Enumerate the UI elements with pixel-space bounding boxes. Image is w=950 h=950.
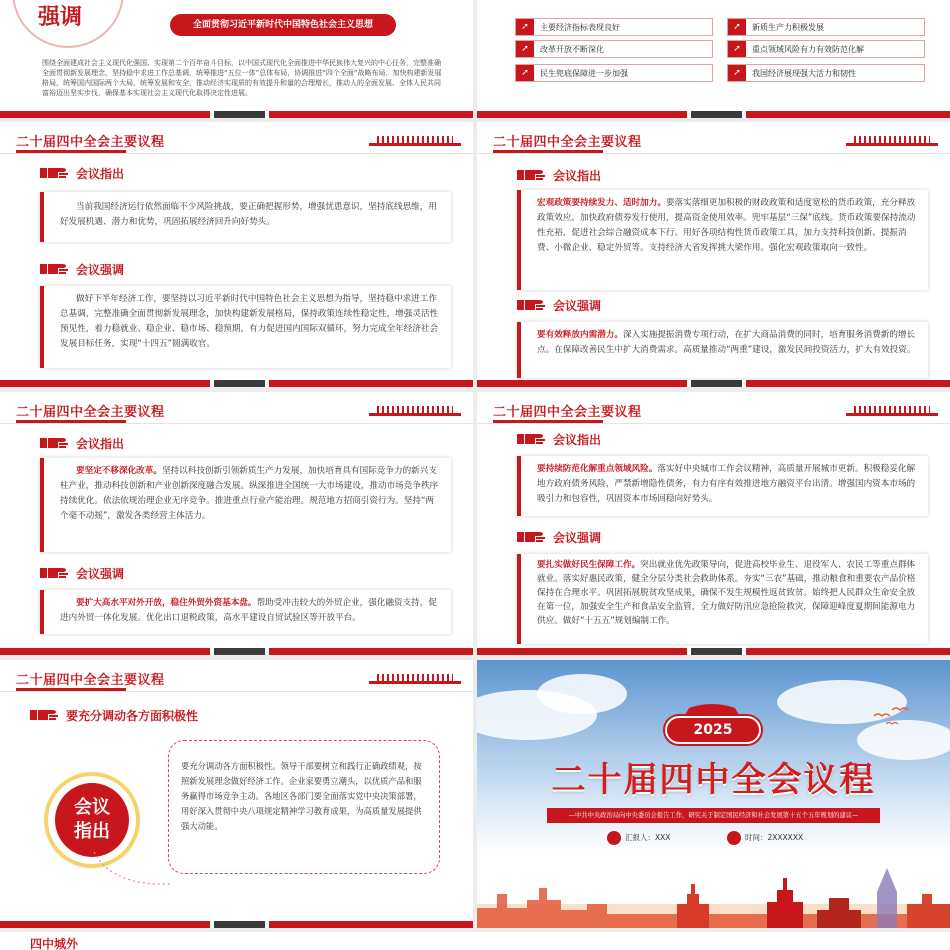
achievement-item: ➚ 重点领域风险有力有效防范化解: [727, 40, 925, 58]
birds-icon: [872, 704, 912, 728]
slide-title: 四中城外: [30, 937, 79, 950]
slide-title: 二十届四中全会主要议程: [16, 405, 165, 420]
slide-agenda-4[interactable]: 二十届四中全会主要议程 会议指出 要持续防范化解重点领域风险。落实好中央城市工作会议精神，高质量开展城市更新。积极稳妥化解地方政府债务风险，严禁新增隐性债务，有力有序有效推进地方融资平台出清。增强国内资本市场的吸引力和包容性，巩固资本市场回稳向好势头。 会议强调 要扎实做好民生保障工作。突出就业优先政策导向，促进高校毕业生、退役军人、农民工等重点群体就业。落实好惠民政策，健全分层分类社会救助体系。夯实“三农”基础，推动粮食和重要农产品价格保持在合理水平。巩固拓展脱贫攻坚成果，确保不发生规模性返贫致贫。始终把人民群众生命安全放在第一位，加强安全生产和食品安全监管，全力做好防汛应急抢险救灾，保障迎峰度夏期间能源电力供应。做好“十五五”规划编制工作。: [477, 392, 950, 655]
slide-footer-bar: [0, 921, 473, 928]
slide-footer-bar: [477, 648, 950, 655]
meeting-point-badge: 会议 指出: [48, 776, 136, 864]
arrow-icon: ➚: [516, 19, 534, 35]
emphasis-badge-text: 强调: [38, 5, 83, 30]
thought-banner: 全面贯彻习近平新时代中国特色社会主义思想: [170, 14, 396, 36]
user-icon: [607, 831, 621, 845]
arrow-icon: ➚: [728, 65, 746, 81]
slide-header: [477, 122, 950, 154]
arrow-icon: ➚: [728, 19, 746, 35]
pointing-hand-icon: [517, 297, 547, 312]
arrow-icon: ➚: [516, 65, 534, 81]
summary-paragraph: 围绕全面建成社会主义现代化强国、实现第二个百年奋斗目标，以中国式现代化全面推进中华民族伟大复兴的中心任务，完整准确全面贯彻新发展理念，坚持稳中求进工作总基调，统筹推进“五位一体”总体布局，协调推进“四个全面”战略布局，加快构建新发展格局，统筹国内国际两个大局，统筹发展和安全，推动经济实现质的有效提升和量的合理增长，推动人的全面发展、全体人民共同富裕迈出坚实步伐，确保基本实现社会主义现代化取得决定性进展。: [42, 59, 442, 97]
slide-footer-bar: [477, 111, 950, 118]
cover-title: 二十届四中全会议程: [551, 760, 876, 800]
slide-agenda-5[interactable]: 二十届四中全会主要议程 要充分调动各方面积极性 会议 指出 要充分调动各方面积极性。领导干部要树立和践行正确政绩观，按照新发展理念做好经济工作。企业家要勇立潮头，以优质产品和服务赢得市场竞争主动。各地区各部门要全面落实党中央决策部署，用好深入贯彻中央八项规定精神学习教育成果，为高质量发展提供强大动能。: [0, 660, 473, 928]
arrow-icon: ➚: [516, 41, 534, 57]
slide-next-partial[interactable]: [0, 932, 950, 950]
emphasis-box: 要有效释放内需潜力。深入实施提振消费专项行动，在扩大商品消费的同时，培育服务消费新的增长点。在保障改善民生中扩大消费需求。高质量推动“两重”建设，激发民间投资活力，扩大有效投资。: [517, 322, 928, 378]
great-hall-icon: [369, 404, 461, 416]
pointing-hand-icon: [517, 529, 547, 544]
clock-icon: [727, 831, 741, 845]
slide-footer-bar: [0, 380, 473, 387]
point-box: 要持续防范化解重点领域风险。落实好中央城市工作会议精神，高质量开展城市更新。积极稳妥化解地方政府债务风险，严禁新增隐性债务，有力有序有效推进地方融资平台出清。增强国内资本市场的吸引力和包容性，巩固资本市场回稳向好势头。: [517, 456, 928, 516]
time-field: 时间：2XXXXXX: [727, 830, 803, 846]
pointing-hand-icon: [40, 165, 70, 180]
point-box: 要坚定不移深化改革。坚持以科技创新引领新质生产力发展，加快培育具有国际竞争力的新兴支柱产业，推动科技创新和产业创新深度融合发展。纵深推进全国统一大市场建设，推动市场竞争秩序持续优化。依法依规治理企业无序竞争。推进重点行业产能治理。规范地方招商引资行为。坚持“两个毫不动摇”，激发各类经营主体活力。: [40, 458, 451, 552]
slide-achievements[interactable]: [477, 0, 950, 118]
great-hall-icon: [369, 134, 461, 146]
pointing-hand-icon: [517, 431, 547, 446]
slide-agenda-3[interactable]: 二十届四中全会主要议程 会议指出 要坚定不移深化改革。坚持以科技创新引领新质生产力发展，加快培育具有国际竞争力的新兴支柱产业，推动科技创新和产业创新深度融合发展。纵深推进全国统一大市场建设，推动市场竞争秩序持续优化。依法依规治理企业无序竞争。推进重点行业产能治理。规范地方招商引资行为。坚持“两个毫不动摇”，激发各类经营主体活力。 会议强调 要扩大高水平对外开放，稳住外贸外资基本盘。帮助受冲击较大的外贸企业，强化融资支持，促进内外贸一体化发展。优化出口退税政策，高水平建设自贸试验区等开放平台。: [0, 392, 473, 655]
emphasis-box: 做好下半年经济工作，要坚持以习近平新时代中国特色社会主义思想为指导，坚持稳中求进工作总基调，完整准确全面贯彻新发展理念，加快构建新发展格局，保持政策连续性稳定性，增强灵活性预见性，着力稳就业、稳企业、稳市场、稳预期，有力促进国内国际双循环，努力完成全年经济社会发展目标任务，实现“十四五”圆满收官。: [40, 286, 451, 368]
cover-year: 2025: [665, 716, 761, 744]
slide-header: [0, 122, 473, 154]
dotted-connector: [92, 850, 172, 890]
achievement-item: ➚ 我国经济展现强大活力和韧性: [727, 64, 925, 82]
arrow-icon: ➚: [728, 41, 746, 57]
slide-footer-bar: [477, 380, 950, 387]
great-hall-icon: [369, 672, 461, 684]
emphasis-box: 要扩大高水平对外开放，稳住外贸外资基本盘。帮助受冲击较大的外贸企业，强化融资支持，促进内外贸一体化发展。优化出口退税政策，高水平建设自贸试验区等开放平台。: [40, 590, 451, 634]
slide-emphasis-summary[interactable]: [0, 0, 473, 118]
great-hall-icon: [846, 404, 938, 416]
slide-title: 二十届四中全会主要议程: [493, 405, 642, 420]
achievement-item: ➚ 新质生产力积极发展: [727, 18, 925, 36]
achievement-item: ➚ 民生兜底保障进一步加强: [515, 64, 713, 82]
reporter-field: 汇报人：XXX: [607, 830, 670, 846]
pointing-hand-icon: [40, 435, 70, 450]
pointing-hand-icon: [40, 261, 70, 276]
pointing-hand-icon: [30, 707, 60, 722]
slide-agenda-1[interactable]: 二十届四中全会主要议程 会议指出 当前我国经济运行依然面临不少风险挑战，要正确把握形势，增强忧患意识，坚持底线思维，用好发展机遇、潜力和优势，巩固拓展经济回升向好势头。 会议强调 做好下半年经济工作，要坚持以习近平新时代中国特色社会主义思想为指导，坚持稳中求进工作总基调，完整准确全面贯彻新发展理念，加快构建新发展格局，保持政策连续性稳定性，增强灵活性预见性，着力稳就业、稳企业、稳市场、稳预期，有力促进国内国际双循环，努力完成全年经济社会发展目标任务，实现“十四五”圆满收官。: [0, 122, 473, 387]
city-skyline-icon: [477, 864, 950, 928]
slide-title: 二十届四中全会主要议程: [493, 135, 642, 150]
slide-footer-bar: [0, 111, 473, 118]
slide-header: [0, 660, 473, 692]
emphasis-badge: [12, 0, 124, 48]
slide-header: [477, 392, 950, 424]
achievement-item: ➚ 改革开放不断深化: [515, 40, 713, 58]
achievement-item: ➚ 主要经济指标表现良好: [515, 18, 713, 36]
pointing-hand-icon: [40, 565, 70, 580]
point-box: 宏观政策要持续发力、适时加力。要落实落细更加积极的财政政策和适度宽松的货币政策，充分释放政策效应。加快政府债券发行使用，提高资金使用效率。兜牢基层“三保”底线。货币政策要保持流动性充裕，促进社会综合融资成本下行。用好各项结构性货币政策工具，加力支持科技创新、提振消费、小微企业、稳定外贸等。支持经济大省发挥挑大梁作用。强化宏观政策取向一致性。: [517, 190, 928, 290]
point-box: 当前我国经济运行依然面临不少风险挑战，要正确把握形势，增强忧患意识，坚持底线思维，用好发展机遇、潜力和优势，巩固拓展经济回升向好势头。: [40, 192, 451, 242]
slide-cover[interactable]: [477, 660, 950, 928]
meeting-point-text-box: 要充分调动各方面积极性。领导干部要树立和践行正确政绩观，按照新发展理念做好经济工作。企业家要勇立潮头，以优质产品和服务赢得市场竞争主动。各地区各部门要全面落实党中央决策部署，用好深入贯彻中央八项规定精神学习教育成果，为高质量发展提供强大动能。: [168, 740, 440, 874]
slide-header: [0, 392, 473, 424]
slide-title: 二十届四中全会主要议程: [16, 135, 165, 150]
great-hall-icon: [846, 134, 938, 146]
slide-footer-bar: [0, 648, 473, 655]
cover-subtitle: —中共中央政治局向中央委员会报告工作，研究关于制定国民经济和社会发展第十五个五年规划的建议—: [547, 808, 880, 823]
slide-title: 二十届四中全会主要议程: [16, 673, 165, 688]
emphasis-box: 要扎实做好民生保障工作。突出就业优先政策导向，促进高校毕业生、退役军人、农民工等重点群体就业。落实好惠民政策，健全分层分类社会救助体系。夯实“三农”基础，推动粮食和重要农产品价格保持在合理水平。巩固拓展脱贫攻坚成果，确保不发生规模性返贫致贫。始终把人民群众生命安全放在第一位，加强安全生产和食品安全监管，全力做好防汛应急抢险救灾，保障迎峰度夏期间能源电力供应。做好“十五五”规划编制工作。: [517, 554, 928, 644]
slide-agenda-2[interactable]: 二十届四中全会主要议程 会议指出 宏观政策要持续发力、适时加力。要落实落细更加积极的财政政策和适度宽松的货币政策，充分释放政策效应。加快政府债券发行使用，提高资金使用效率。兜牢基层“三保”底线。货币政策要保持流动性充裕，促进社会综合融资成本下行。用好各项结构性货币政策工具，加力支持科技创新、提振消费、小微企业、稳定外贸等。支持经济大省发挥挑大梁作用。强化宏观政策取向一致性。 会议强调 要有效释放内需潜力。深入实施提振消费专项行动，在扩大商品消费的同时，培育服务消费新的增长点。在保障改善民生中扩大消费需求。高质量推动“两重”建设，激发民间投资活力，扩大有效投资。: [477, 122, 950, 387]
pointing-hand-icon: [517, 167, 547, 182]
